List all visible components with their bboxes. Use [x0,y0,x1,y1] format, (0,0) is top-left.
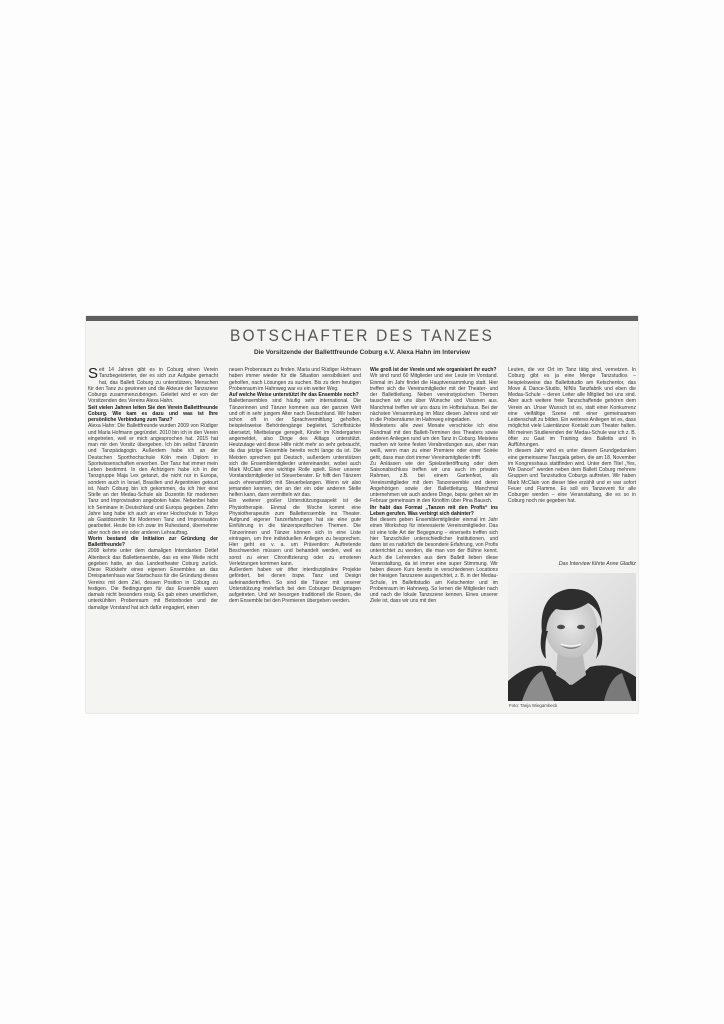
answer: Außerdem haben wir öfter interdisziplinäre Projekte gefördert, bei denen bspw. Tanz und Design aufeinandertreffen. So sind die Tänzer mit unserer Unterstützung mehrfach bei den Coburger Designtagen aufgetreten. Und wir besorgen traditionell die Rosen, die dem Ensemble bei den Premieren übergeben werden. [229,567,361,605]
question: Seit vielen Jahren leiten Sie den Verein Ballettfreunde Coburg. Wie kam es dazu und was ist Ihre persönliche Verbindung zum Tanz? [88,404,218,423]
portrait-photo [508,573,636,701]
article-column-3 [370,367,498,713]
question: Auf welche Weise unterstützt ihr das Ensemble noch? [229,392,359,398]
header-rule [86,316,638,321]
dropcap: S [88,367,99,382]
answer: Bei diesem geben Ensemblemitglieder einmal im Jahr einen Workshop für interessierte Vereinsmitglieder. Das ist eine tolle Art der Begegnung – einerseits treffen sich hier Tanzschüler unterschiedlicher Institutionen, und dann ist es natürlich die besondere Erfahrung, von Profis unterrichtet zu werden, die man von der Bühne kennt. Auch die Lehrenden aus dem Ballett lieben diese Veranstaltung, da ist immer eine super Stimmung. Wir haben diesen Kurs bereits in verschiedenen Locations der hiesigen Tanzszene ausgerichtet, z. B. in der Medau-Schule, im Ballettstudio am Ketschentor und im Probenraum im Hahnweg. So lernen die Mitglieder nach und nach die lokale Tanzszene kennen. Eines unserer Ziele ist, dass wir uns mit den [370,517,498,605]
question: Worin bestand die Initiation zur Gründung der Ballettfreunde? [88,535,218,548]
article-column-4 [508,367,636,567]
article-headline: BOTSCHAFTER DES TANZES [230,327,494,346]
portrait-illustration [508,573,636,701]
answer: Mindestens alle zwei Monate verschicke ich eine Rundmail mit den Ballett-Terminen des Theaters sowie anderen Anliegen rund um den Tanz in Coburg. Meistens machen wir keine festen Verabredungen aus, aber man weiß, wenn man zu einer Premiere oder einer Soirée geht, dass man dort immer Vereinsmitglieder trifft. [370,423,498,461]
answer: Ballettensembles sind häufig sehr international. Die Tänzerinnen und Tänzer kommen aus der ganzen Welt und oft in sehr jungem Alter nach Deutschland. Wir haben schon oft in der Sprachvermittlung geholfen, beispielsweise Behördengänge begleitet, Schriftstücke übersetzt, Mietbelange geregelt, Kinder im Kindergarten angemeldet, also Dinge des Alltags unterstützt. Heutzutage wird diese Hilfe nicht mehr so sehr gebraucht, da das jetzige Ensemble bereits recht lange da ist. Die Meisten sprechen gut Deutsch, außerdem unterstützen sich die Ensemblemitglieder untereinander, wobei auch Mark McClain eine wichtige Rolle spielt. Einer unserer Vorstandsmitglieder ist Steuerberater. Er hilft den Tänzern auch ehrenamtlich mit Steuerbelangen. Wenn wir also jemanden kennen, der an der ein oder anderen Stelle helfen kann, dann vermitteln wir das. [229,398,361,498]
intro-text: eit 14 Jahren gibt es in Coburg einen Verein Tanzbegeisterter, der es sich zur Aufgabe gemacht hat, das Ballett Coburg zu unterstützen, Menschen für den Tanz zu gewinnen und die Akteure der Tanzszene Coburgs zusammenzubringen. Geleitet wird er von der Vorsitzenden des Vereins Alexa Hahn. [88,367,218,405]
question: Ihr habt das Format „Tanzen mit den Profis“ ins Leben gerufen. Was verbirgt sich dahinter? [370,504,498,517]
question: Wie groß ist der Verein und wie organisiert ihr euch? [370,367,497,373]
photo-caption: Foto: Tanja Wiegambeck [509,703,558,708]
intro-paragraph [88,367,218,405]
answer: neuen Probenraum zu finden. Maria und Rüdiger Hofmann haben immer wieder für die Situation sensibilisiert und geholfen, nach Lösungen zu suchen. Bis zu dem heutigen Probenraum im Hahnweg war es ein weiter Weg. [229,367,361,392]
answer: Leuten, die vor Ort im Tanz tätig sind, vernetzen. In Coburg gibt es ja eine Menge Tanzstudios – beispielsweise das Ballettstudio am Ketschentor, das Move & Dance-Studio, NINIs Tanzfabrik und eben die Medau-Schule – deren Leiter alle Mitglied bei uns sind. Aber auch weitere freie Tanzschaffende gehören dem Verein an. Unser Wunsch ist es, statt einer Konkurrenz eine vielfältige Szene mit einer gemeinsamen Leidenschaft zu bilden. Ein weiteres Anliegen ist es, dass möglichst viele Laientänzer Kontakt zum Theater halten. Mit meinen Studierenden der Medau-Schule war ich z. B. öfter zu Gast im Training des Balletts und in Aufführungen. [508,367,636,448]
newspaper-clipping [86,316,638,713]
answer: Zu Anlässen wie der Spielzeiteröffnung oder dem Saisonabschluss treffen wir uns auch im privaten Rahmen, z.B. bei einem Gartenfest, als Vereinsmitglieder mit dem Tanzensemble und deren Angehörigen sowie der Ballettleitung. Manchmal unternehmen wir auch andere Dinge, bspw. gehen wir im Februar gemeinsam in den Kinofilm über Pina Bausch. [370,460,498,505]
answer: Ein weiterer großer Unterstützungsaspekt ist die Physiotherapie. Einmal die Woche kommt eine Physiotherapeutin zum Ballettensemble ins Theater. Aufgrund eigener Tanzerfahrungen hat sie eine gute Einführung in die tänzerspezifischen Themen. Die Tänzerinnen und Tänzer können sich in eine Liste eintragen, um ihre individuellen Anliegen zu besprechen. Hier geht es v. a. um Prävention: Auftretende Beschwerden müssen und behandelt werden, weil es sonst zu einer Chronifizierung oder zu ernsteren Verletzungen kommen kann. [229,498,361,567]
answer: Wir sind rund 60 Mitglieder und vier Leute im Vorstand. Einmal im Jahr findet die Hauptversammlung statt. Hier treffen sich die Vereinsmitglieder mit der Theater- und der Ballettleitung. Neben vereinstypischen Themen tauschen wir uns über Wünsche und Visionen aus. Manchmal treffen wir uns dazu im Hofbräuhaus. Bei der nächsten Versammlung im März diesen Jahres sind wir in die Probenräume im Hahnweg eingeladen. [370,373,498,423]
article-column-1 [88,367,218,713]
interview-credit: Das Interview führte Anne Gladitz [558,561,636,567]
article-column-2 [229,367,361,713]
answer: Alexa Hahn: Die Ballettfreunde wurden 2009 von Rüdiger und Maria Hofmann gegründet. 2010 bin ich in den Verein eingetreten, weil er mich angesprochen hat. 2015 hat man mir den Vorsitz übergeben. Ich bin selbst Tänzerin und Tanzpädagogin. Außerdem habe ich an der Deutschen Sporthochschule Köln mein Diplom in Sportwissenschaften erworben. Der Tanz hat immer mein Leben bestimmt. In den Achtzigern habe ich in der Tanzgruppe Maja Lex getanzt, die nicht nur in Europa, sondern auch in Israel, Brasilien und Argentinien getourt ist. Nach Coburg bin ich gekommen, da ich hier eine Stelle an der Medau-Schule als Dozentin für modernen Tanz und Improvisation angeboten habe. Nebenbei habe ich Seminare in Deutschland und Europa gegeben. Zehn Jahre lang habe ich auch an einer Hochschule in Tokyo als Gastdozentin für Modernen Tanz und Improvisation gearbeitet. Heute bin ich zwar im Ruhestand, übernehme aber noch den ein oder anderen Lehrauftrag. [88,423,218,536]
answer: 2008 kehrte unter dem damaligen Intendanten Detlef Altenbeck das Ballettensemble, das es eine Weile nicht gegeben hatte, an das Landestheater Coburg zurück. Diese Rückkehr eines eigenen Ensembles an das Dreispartenhaus war Startschuss für die Gründung dieses Vereins mit dem Ziel, dessen Position in Coburg zu festigen. Die Bedingungen für das Ensemble waren damals nicht besonders rosig. Es gab einen unwirtlichen, unterkühlten Probenraum mit Betonboden und der damalige Vorstand hat sich dafür engagiert, einen [88,548,218,611]
answer: In diesem Jahr wird es unter diesem Grundgedanken eine gemeinsame Tanzgala geben, die am 18. November im Kongresshaus stattfinden wird. Unter dem Titel „Yes, We Dance!“ werden neben dem Ballett Coburg mehrere Gruppen und Tanzstudios Coburgs auftreten. Wir haben Mark McClain von dieser Idee erzählt und er war sofort Feuer und Flamme. Es soll ein Tanzevent für alle Coburger werden – eine Veranstaltung, die es so in Coburg noch nie gegeben hat. [508,448,636,505]
article-subheadline: Die Vorsitzende der Ballettfreunde Coburg e.V. Alexa Hahn im Interview [253,349,471,356]
